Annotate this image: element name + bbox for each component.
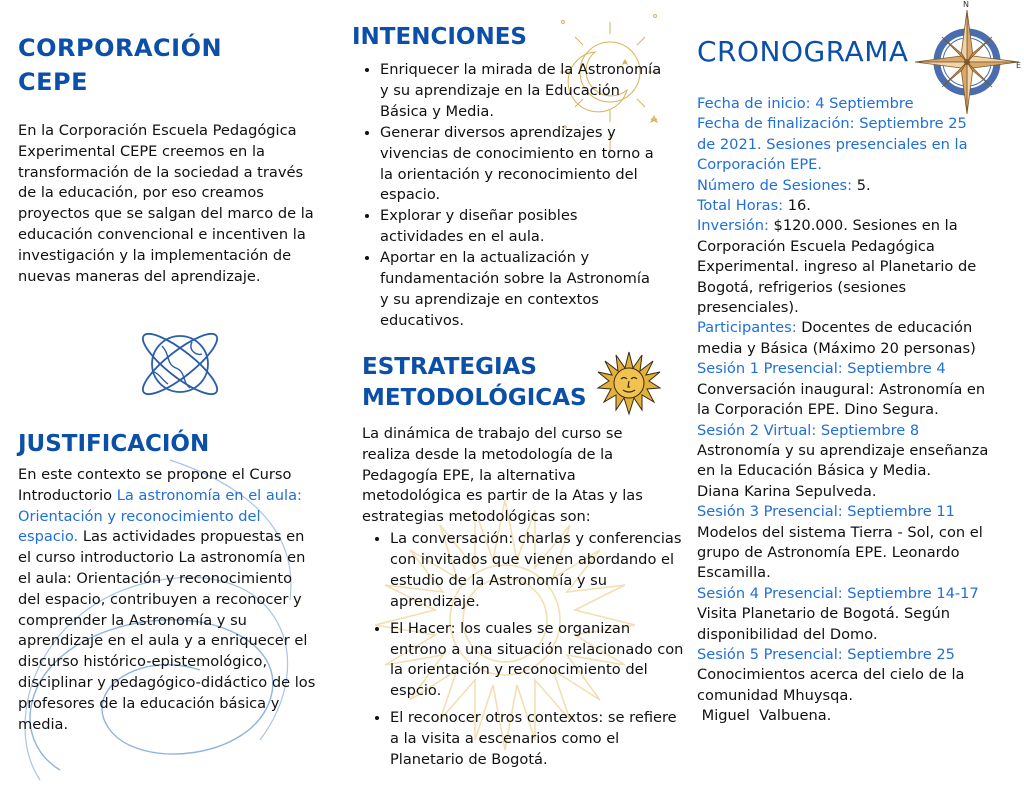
- org-title-line1: CORPORACIÓN: [18, 34, 223, 62]
- session-4-title: Sesión 4 Presencial: Septiembre 14-17: [697, 584, 979, 602]
- session-1-body: Conversación inaugural: Astronomía en la Corporación EPE. Dino Segura.: [697, 380, 986, 419]
- list-item: • Enriquecer la mirada de la Astronomía y su aprendizaje en la Educación Básica y Media.: [380, 60, 662, 123]
- cronograma-info: [697, 94, 989, 727]
- num-sesiones-label: Número de Sesiones:: [697, 176, 853, 194]
- estrategias-title-line1: ESTRATEGIAS: [362, 354, 537, 380]
- compass-n-label: N: [963, 0, 969, 9]
- list-item: • Explorar y diseñar posibles actividades en el aula.: [380, 206, 662, 248]
- sun-face-icon: [596, 350, 662, 416]
- session-4-body: Visita Planetario de Bogotá. Según disponibilidad del Domo.: [697, 605, 950, 643]
- inversion-label: Inversión:: [697, 217, 769, 235]
- list-item: • La conversación: charlas y conferencias con invitados que vienen abordando el estudio de la Astronomía y su aprendizaje.: [390, 529, 686, 613]
- estrategias-title-line2: METODOLÓGICAS: [362, 385, 587, 411]
- session-2-presenter: Diana Karina Sepulveda.: [697, 482, 877, 500]
- intenciones-title: INTENCIONES: [352, 24, 527, 50]
- estrategias-intro: La dinámica de trabajo del curso se realiza desde la metodología de la Pedagogía EPE, la alternativa metodológica es partir de la Atas y las estrategias metodológicas son:: [362, 425, 643, 526]
- globe-orbit-icon: [132, 324, 228, 404]
- num-sesiones-value: 5.: [852, 176, 871, 194]
- inversion: [697, 216, 989, 318]
- justificacion-title: JUSTIFICACIÓN: [18, 431, 210, 457]
- total-horas-label: Total Horas:: [697, 197, 784, 215]
- just-text-1: En este contexto se propone el Curso Introductorio: [18, 466, 292, 504]
- estrategias-list: [368, 529, 686, 771]
- session-5-body: Conocimientos acerca del cielo de la comunidad Mhuysqa.: [697, 666, 965, 704]
- num-sesiones: [697, 176, 989, 196]
- justificacion-paragraph: [18, 465, 318, 735]
- session-1-title: Sesión 1 Presencial: Septiembre 4: [697, 360, 946, 378]
- participantes-value: Docentes de educación media y Básica (Máximo 20 personas): [697, 319, 976, 357]
- list-item: • El reconocer otros contextos: se refiere a la visita a escenarios como el Planetario de Bogotá.: [390, 708, 686, 771]
- participantes-label: Participantes:: [697, 319, 797, 337]
- intenciones-list: [358, 60, 662, 332]
- list-item: • El Hacer: los cuales se organizan entrono a una situación relacionado con la orientación y reconocimiento del espcio.: [390, 619, 686, 703]
- list-item: • Generar diversos aprendizajes y vivencias de conocimiento en torno a la orientación y reconocimiento del espacio.: [380, 123, 662, 207]
- fecha-fin: Fecha de finalización: Septiembre 25 de 2021. Sesiones presenciales en la Corporación EPE.: [697, 115, 968, 174]
- estrategias-title: [362, 352, 587, 414]
- list-item: • Aportar en la actualización y fundamentación sobre la Astronomía y su aprendizaje en contextos educativos.: [380, 248, 662, 332]
- just-course-name: La astronomía en el aula: Orientación y reconocimiento del espacio.: [18, 486, 302, 546]
- compass-e-label: E: [1016, 61, 1022, 70]
- session-5-title: Sesión 5 Presencial: Septiembre 25: [697, 645, 955, 663]
- intro-paragraph: En la Corporación Escuela Pedagógica Experimental CEPE creemos en la transformación de la sociedad a través de la educación, por eso creamos proyectos que se salgan del marco de la educación convencional e incentiven la investigación y la implementación de nuevas maneras del aprendizaje.: [18, 122, 314, 285]
- org-title-line2: CEPE: [18, 68, 88, 96]
- session-2-body: Astronomía y su aprendizaje enseñanza en la Educación Básica y Media.: [697, 441, 989, 480]
- session-2-title: Sesión 2 Virtual: Septiembre 8: [697, 421, 920, 439]
- fecha-inicio: Fecha de inicio: 4 Septiembre: [697, 95, 914, 112]
- inversion-value: $120.000. Sesiones en la Corporación Escuela Pedagógica Experimental. ingreso al Planetario de Bogotá, refrigerios (sesiones presenciales).: [697, 217, 977, 317]
- total-horas-value: 16.: [783, 197, 811, 215]
- session-5-presenter: Miguel Valbuena.: [697, 707, 832, 725]
- participantes: [697, 318, 989, 359]
- org-title: [18, 31, 222, 99]
- just-text-2: Las actividades propuestas en el curso introductorio La astronomía en el aula: Orientación y reconocimiento del espacio, contribuyen a reconocer y comprender la Astronomía y su aprendizaje en el aula y a enriquecer el discurso histórico-epistemológico, disciplinar y pedagógico-didáctico de los profesores de la educación básica y media.: [18, 528, 316, 733]
- cronograma-title: CRONOGRAMA: [697, 35, 909, 68]
- session-3-body: Modelos del sistema Tierra - Sol, con el grupo de Astronomía EPE. Leonardo Escamilla.: [697, 523, 983, 582]
- total-horas: [697, 196, 989, 216]
- session-3-title: Sesión 3 Presencial: Septiembre 11: [697, 503, 955, 521]
